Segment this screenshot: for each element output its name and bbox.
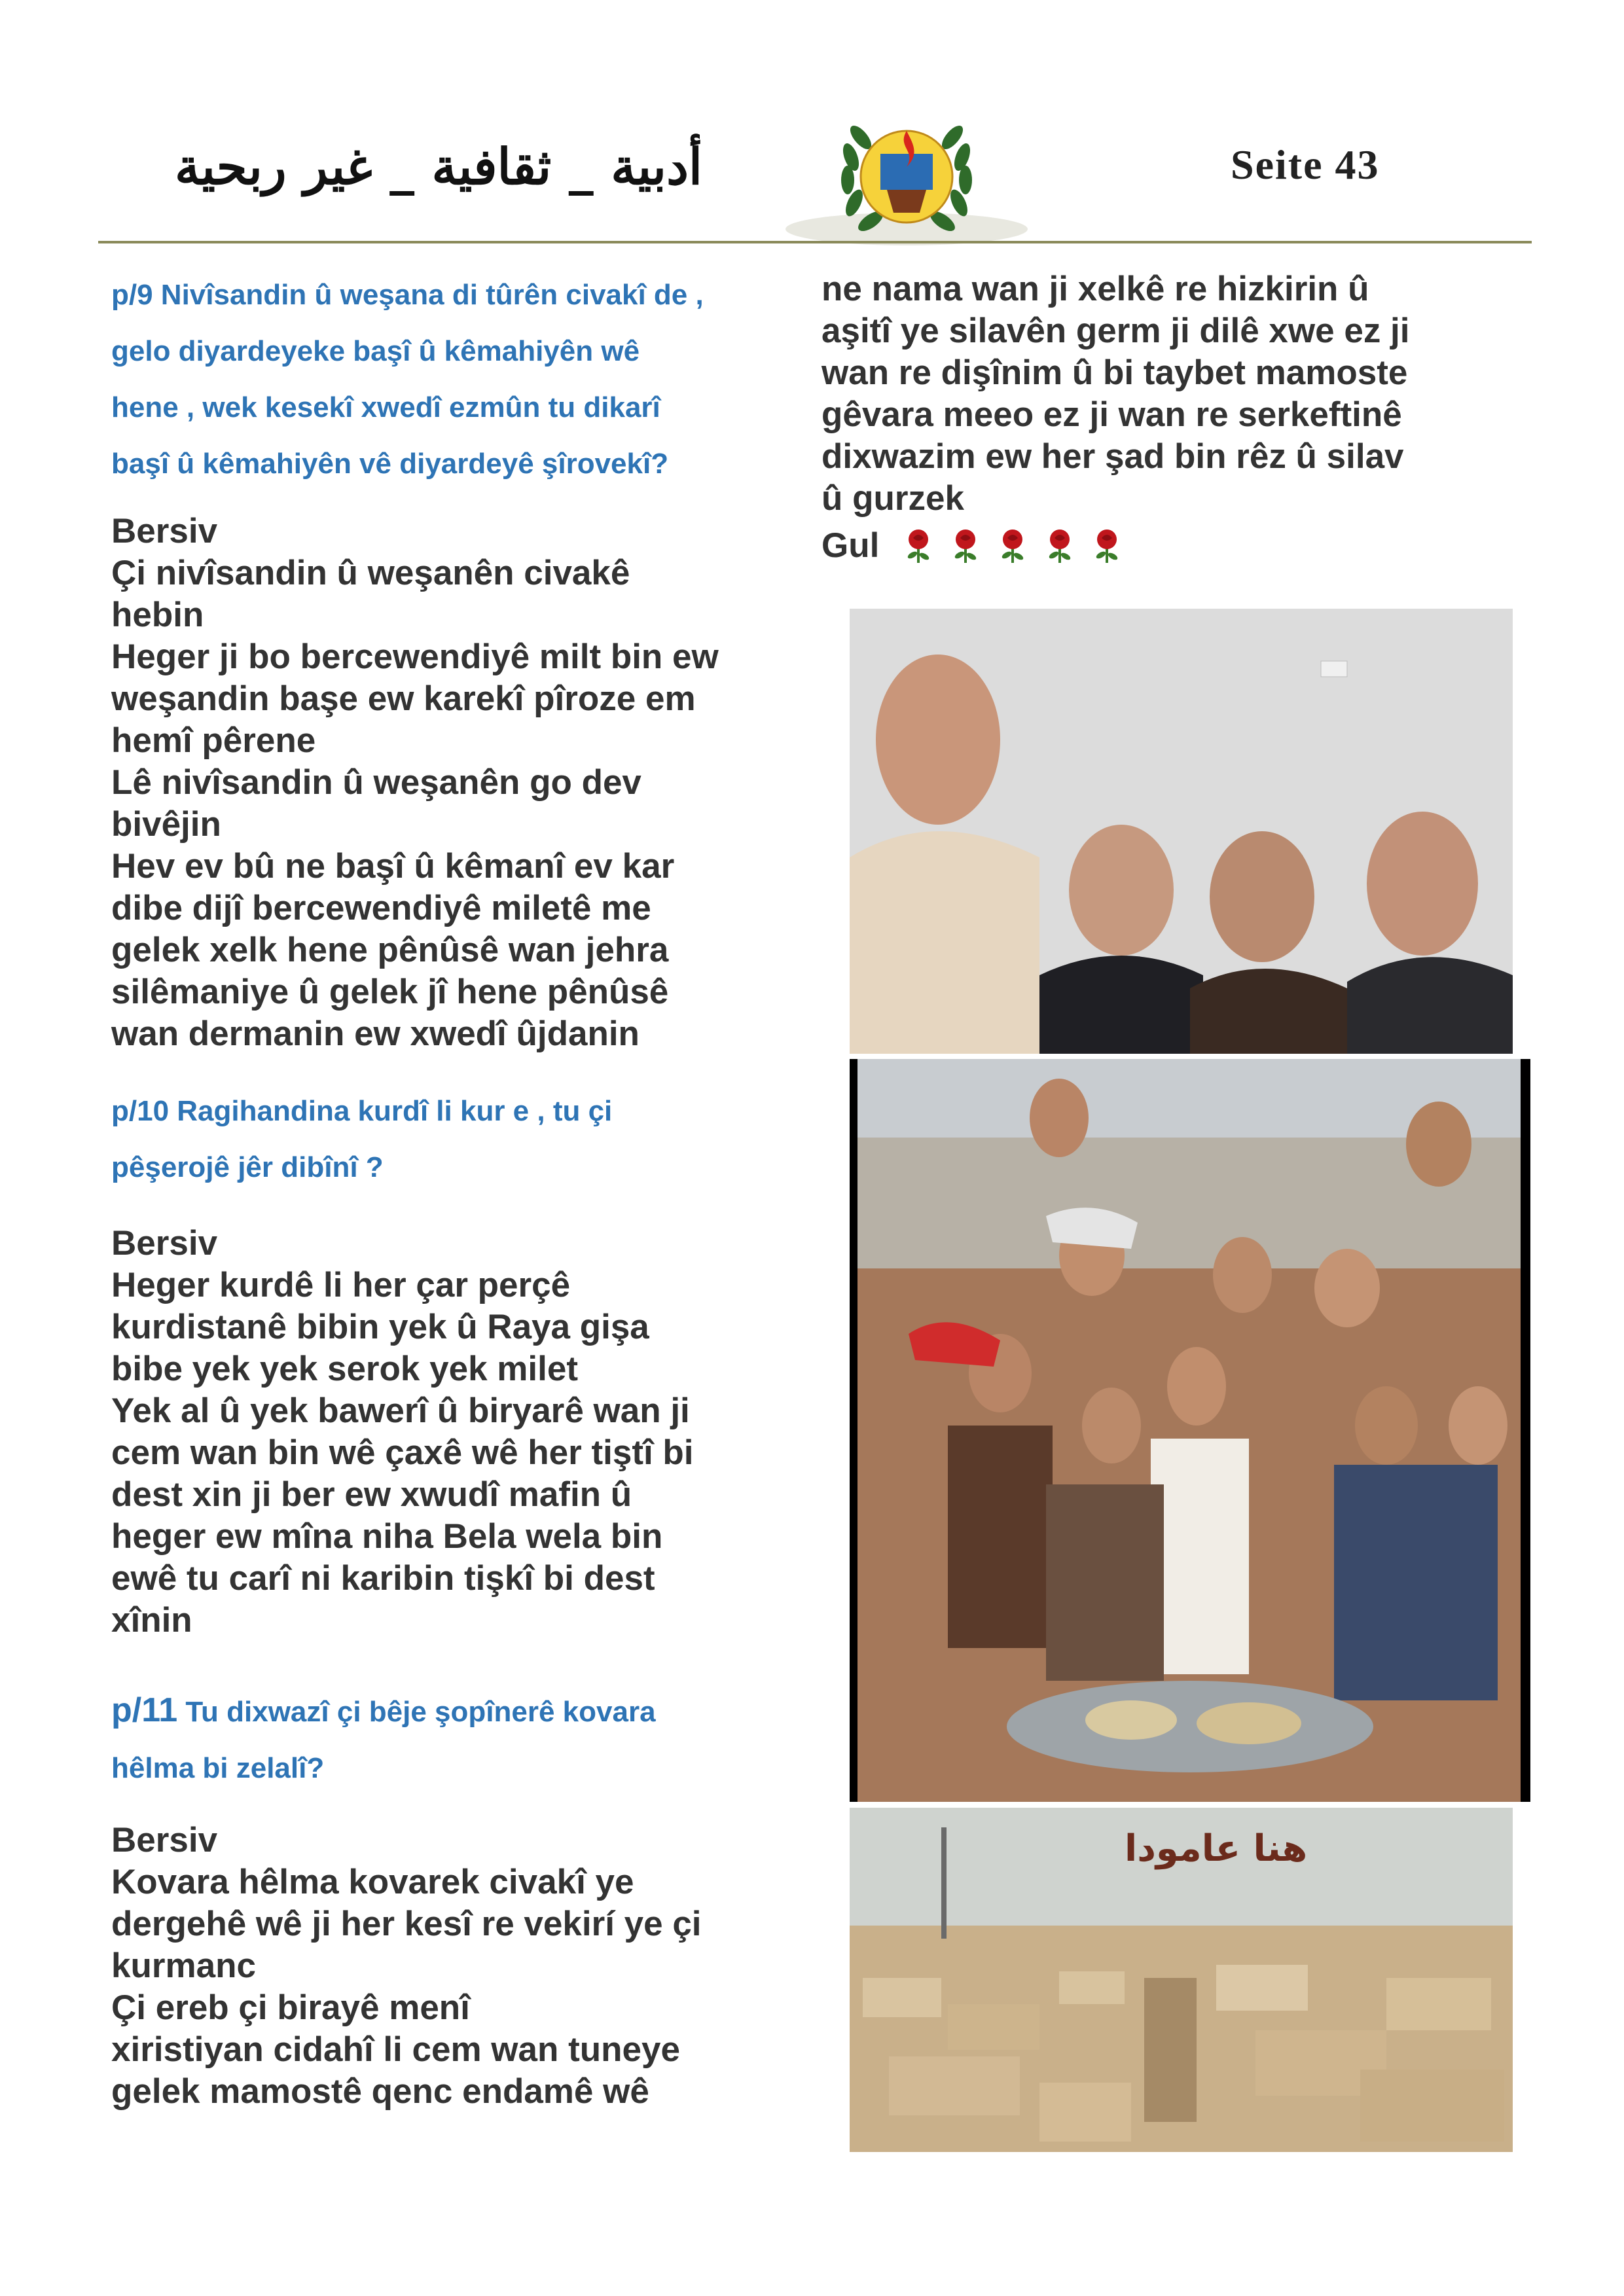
answer-heading: Bersiv (111, 1821, 218, 1859)
gul-line (821, 525, 1555, 567)
photo-caption-arabic: هنا عامودا (1125, 1827, 1308, 1870)
answer-line: bibe yek yek serok yek milet (111, 1350, 578, 1388)
question-11 (111, 1682, 844, 1797)
answer-line: dest xin ji ber ew xwudî mafin û (111, 1475, 632, 1514)
answer-10 (111, 1223, 844, 1641)
answer-line: cem wan bin wê çaxê wê her tiştî bi (111, 1433, 694, 1472)
question-text: Tu dixwazî çi bêje şopînerê kovara (185, 1696, 656, 1728)
answer-line: heger ew mîna niha Bela wela bin (111, 1517, 663, 1556)
header-arabic-title: أدبية _ ثقافية _ غير ربحية (174, 137, 703, 196)
question-number: p/11 (111, 1691, 178, 1729)
answer-line: dibe dijî bercewendiyê miletê me (111, 889, 651, 927)
question-line: p/9 Nivîsandin û weşana di tûrên civakî de , (111, 279, 704, 311)
answer-line: xînin (111, 1601, 192, 1640)
answer-line: hebin (111, 596, 204, 634)
rose-icons (903, 528, 1123, 564)
question-10 (111, 1083, 844, 1196)
answer-line: gelek mamostê qenc endamê wê (111, 2072, 649, 2111)
answer-line: Heger ji bo bercewendiyê milt bin ew (111, 637, 719, 676)
question-9 (111, 267, 844, 492)
body-line: aşitî ye silavên germ ji dilê xwe ez ji (821, 312, 1410, 350)
body-line: ne nama wan ji xelkê re hizkirin û (821, 270, 1369, 308)
body-line: û gurzek (821, 479, 964, 518)
answer-line: kurmanc (111, 1946, 256, 1985)
answer-line: Çi nivîsandin û weşanên civakê (111, 554, 630, 592)
answer-line: kurdistanê bibin yek û Raya gişa (111, 1308, 649, 1346)
answer-line: ewê tu carî ni karibin tişkî bi dest (111, 1559, 655, 1598)
page-number-label: Seite 43 (1231, 141, 1380, 188)
question-line: pêşerojê jêr dibînî ? (111, 1151, 384, 1183)
answer-line: bivêjin (111, 805, 221, 844)
question-line: gelo diyardeyeke başî û kêmahiyên wê (111, 335, 640, 367)
rose-icon (1091, 528, 1123, 564)
answer-line: Hev ev bû ne başî û kêmanî ev kar (111, 847, 675, 886)
question-line: hene , wek kesekî xwedî ezmûn tu dikarî (111, 391, 660, 423)
answer-heading: Bersiv (111, 1224, 218, 1263)
rose-icon (950, 528, 981, 564)
answer-heading: Bersiv (111, 512, 218, 550)
question-line: p/10 Ragihandina kurdî li kur e , tu çi (111, 1095, 613, 1127)
photo-group-young-men (850, 1059, 1530, 1802)
magazine-emblem (782, 98, 1031, 249)
question-line: hêlma bi zelalî? (111, 1752, 325, 1784)
question-line (111, 1682, 844, 1740)
answer-line: Çi ereb çi birayê menî (111, 1988, 470, 2027)
body-line: gêvara meeo ez ji wan re serkeftinê (821, 395, 1402, 434)
right-column-text (821, 268, 1555, 567)
rose-icon (997, 528, 1028, 564)
answer-line: Kovara hêlma kovarek civakî ye (111, 1863, 634, 1901)
photo-four-men (850, 609, 1513, 1054)
answer-line: Lê nivîsandin û weşanên go dev (111, 763, 641, 802)
rose-icon (903, 528, 934, 564)
answer-line: weşandin başe ew karekî pîroze em (111, 679, 696, 718)
answer-line: dergehê wê ji her kesî re vekirí ye çi (111, 1905, 702, 1943)
answer-11 (111, 1820, 844, 2113)
rose-icon (1044, 528, 1075, 564)
header-divider (98, 241, 1532, 243)
question-line: başî û kêmahiyên vê diyardeyê şîrovekî? (111, 448, 669, 480)
answer-line: wan dermanin ew xwedî ûjdanin (111, 1014, 640, 1053)
answer-line: hemî pêrene (111, 721, 316, 760)
body-line: wan re dişînim û bi taybet mamoste (821, 353, 1408, 392)
answer-line: gelek xelk hene pênûsê wan jehra (111, 931, 669, 969)
photo-city-amuda (850, 1808, 1513, 2152)
answer-9 (111, 511, 844, 1055)
answer-line: Heger kurdê li her çar perçê (111, 1266, 571, 1304)
answer-line: silêmaniye û gelek jî hene pênûsê (111, 973, 669, 1011)
body-line: dixwazim ew her şad bin rêz û silav (821, 437, 1404, 476)
gul-label: Gul (821, 526, 880, 565)
answer-line: xiristiyan cidahî li cem wan tuneye (111, 2030, 680, 2069)
answer-line: Yek al û yek bawerî û biryarê wan ji (111, 1391, 690, 1430)
